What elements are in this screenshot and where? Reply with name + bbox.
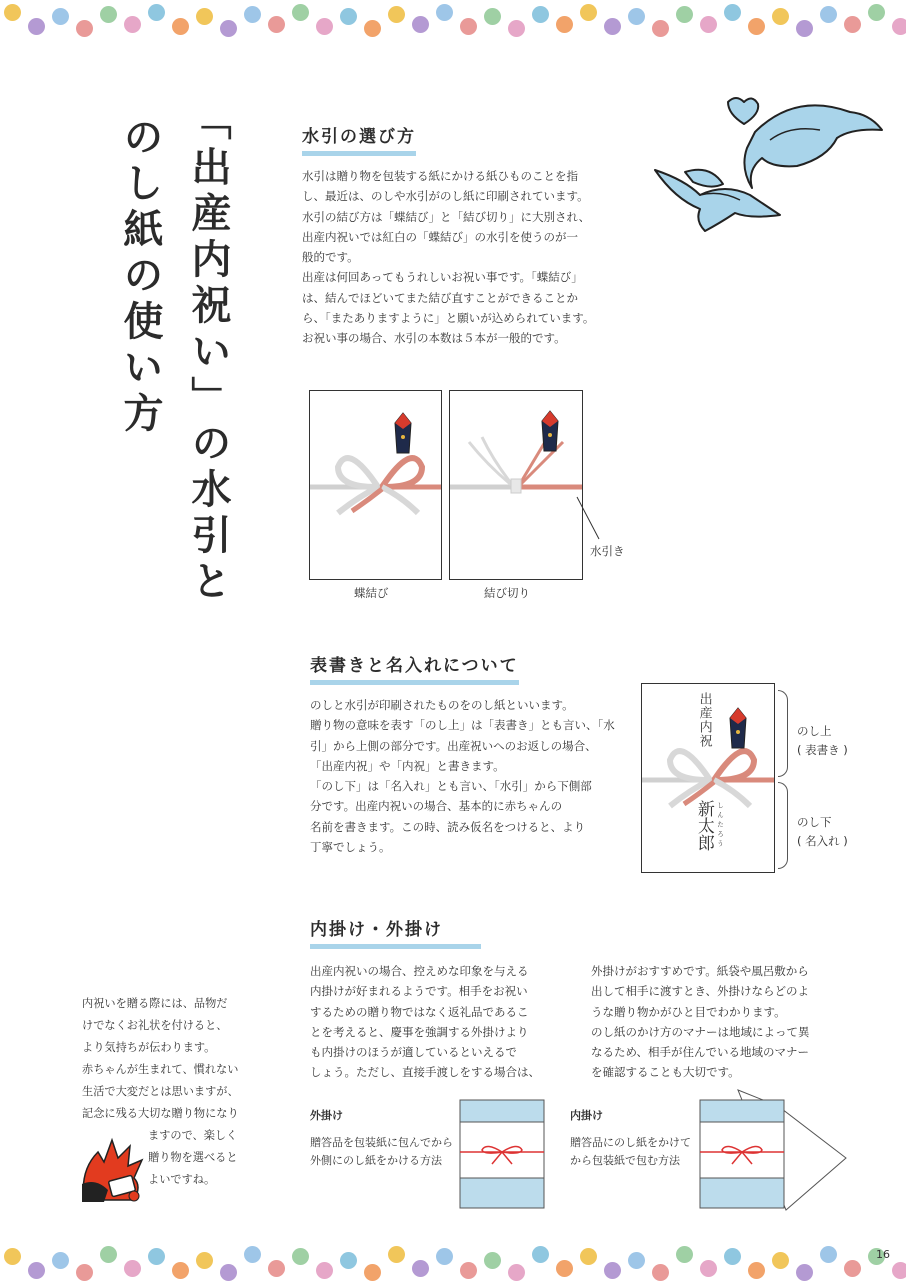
noshi-upper-label: のし上 <box>797 724 832 738</box>
paragraph-line: しょう。ただし、直接手渡しをする場合は、 <box>310 1065 540 1080</box>
paragraph-line: 出産内祝いの場合、控えめな印象を与える <box>310 964 529 978</box>
decorative-dot <box>892 1262 906 1279</box>
note-line: 生活で大変だとは思いますが、 <box>82 1085 239 1098</box>
heading-underline <box>310 944 481 949</box>
decorative-dot <box>484 8 501 25</box>
decorative-dot <box>556 16 573 33</box>
decorative-dot <box>820 6 837 23</box>
paragraph-line: 「のし下」は「名入れ」とも言い、「水引」から下側部 <box>310 779 592 794</box>
decorative-dot <box>748 18 765 35</box>
musubikiri-figure <box>449 390 583 580</box>
decorative-dot <box>676 1246 693 1263</box>
paragraph-line: うな贈り物かがひと目でわかります。 <box>591 1004 786 1019</box>
note-line: 赤ちゃんが生まれて、慣れない <box>82 1063 239 1076</box>
musubikiri-caption: 結び切り <box>484 586 530 600</box>
paragraph-line: 名前を書きます。この時、読み仮名をつけると、より <box>310 819 586 834</box>
noshi-upper-sub: ( 表書き ) <box>797 743 848 757</box>
decorative-dot <box>508 1264 525 1281</box>
note-line: けでなくお礼状を付けると、 <box>82 1019 228 1032</box>
paragraph-line: ら、「またありますように」と願いが込められています。 <box>302 311 595 326</box>
section-heading-text: 水引の選び方 <box>302 127 416 147</box>
noshi-furigana: しんたろう <box>716 802 724 850</box>
paragraph-line: も内掛けのほうが適しているといえるで <box>310 1045 517 1060</box>
paragraph-line: のし紙のかけ方のマナーは地域によって異 <box>591 1024 810 1039</box>
decorative-dot <box>4 1248 21 1265</box>
decorative-dot <box>724 1248 741 1265</box>
decorative-dot <box>28 18 45 35</box>
decorative-dot <box>772 8 789 25</box>
note-line: よいですね。 <box>148 1173 216 1186</box>
decorative-dot <box>436 1248 453 1265</box>
decorative-dot <box>868 4 885 21</box>
paragraph-line: 分です。出産内祝いの場合、基本的に赤ちゃんの <box>310 799 563 814</box>
note-line: 内祝いを贈る際には、品物だ <box>82 997 228 1010</box>
paragraph-line: 出産内祝いでは紅白の「蝶結び」の水引を使うのが一 <box>302 229 578 244</box>
sotogake-desc <box>310 1134 453 1170</box>
decorative-dot <box>532 6 549 23</box>
note-line: より気持ちが伝わります。 <box>82 1041 216 1054</box>
section-heading-text: 表書きと名入れについて <box>310 656 519 676</box>
desc-line: 外側にのし紙をかける方法 <box>310 1154 442 1167</box>
paragraph-line: とを考えると、慶事を強調する外掛けより <box>310 1024 529 1039</box>
decorative-dot <box>244 6 261 23</box>
decorative-dot <box>244 1246 261 1263</box>
mizuhiki-label: 水引き <box>590 544 625 558</box>
decorative-dot <box>820 1246 837 1263</box>
section-heading-mizuhiki <box>302 122 416 147</box>
decorative-dot <box>748 1262 765 1279</box>
paragraph-line: は、結んでほどいてまた結び直すことができることか <box>302 290 578 305</box>
decorative-dot <box>412 1260 429 1277</box>
decorative-dot <box>76 1264 93 1281</box>
decorative-dot <box>148 1248 165 1265</box>
decorative-dot <box>724 4 741 21</box>
decorative-dot <box>700 1260 717 1277</box>
decorative-dot <box>220 1264 237 1281</box>
decorative-dot <box>388 6 405 23</box>
decorative-dot <box>892 18 906 35</box>
decorative-dot <box>100 6 117 23</box>
paragraph-line: を確認することも大切です。 <box>591 1065 740 1080</box>
noshi-omotegaki: 出産内祝 <box>696 692 712 748</box>
section-heading-text: 内掛け・外掛け <box>310 920 443 940</box>
noshi-lower-sub: ( 名入れ ) <box>797 834 848 848</box>
decorative-dot <box>580 4 597 21</box>
decorative-dot <box>604 1262 621 1279</box>
uchigake-title: 内掛け <box>570 1109 603 1122</box>
decorative-dot <box>196 1252 213 1269</box>
mizuhiki-pointer-line <box>575 495 615 545</box>
musubikiri-illustration <box>450 391 582 579</box>
decorative-dot <box>556 1260 573 1277</box>
paragraph-line: 内掛けが好まれるようです。相手をお祝い <box>310 984 528 999</box>
decorative-dot <box>796 1264 813 1281</box>
paragraph-line: 贈り物の意味を表す「のし上」は「表書き」とも言い、「水 <box>310 718 615 733</box>
page-title-line1: 「出産内祝い」の水引と <box>185 100 231 606</box>
upper-bracket <box>778 690 788 777</box>
paragraph-line: 水引の結び方は「蝶結び」と「結び切り」に大別され、 <box>302 209 591 224</box>
decorative-dot <box>268 16 285 33</box>
decorative-dot <box>700 16 717 33</box>
decorative-dot <box>124 16 141 33</box>
paragraph-line: 外掛けがおすすめです。紙袋や風呂敷から <box>591 964 809 978</box>
chomusubi-illustration <box>310 391 441 579</box>
page-title-line2: のし紙の使い方 <box>117 116 163 438</box>
decorative-dot <box>796 20 813 37</box>
side-note-tail <box>148 1125 268 1191</box>
section-heading-kakekata <box>310 915 443 940</box>
heading-underline <box>302 151 416 156</box>
section3-col2 <box>591 961 853 1083</box>
doves-illustration <box>645 92 895 237</box>
decorative-dot <box>412 16 429 33</box>
desc-line: 贈答品を包装紙に包んでから <box>310 1136 453 1149</box>
side-note <box>82 993 262 1125</box>
noshi-lower-label: のし下 <box>797 815 832 829</box>
decorative-dot <box>76 20 93 37</box>
paragraph-line: し、最近は、のしや水引がのし紙に印刷されています。 <box>302 189 589 204</box>
noshi-sample <box>641 683 775 873</box>
desc-line: から包装紙で包む方法 <box>570 1154 680 1167</box>
decorative-dot <box>100 1246 117 1263</box>
note-line: 贈り物を選べると <box>148 1151 238 1164</box>
decorative-dot <box>172 1262 189 1279</box>
paragraph-line: のしと水引が印刷されたものをのし紙といいます。 <box>310 698 574 712</box>
decorative-dot <box>532 1246 549 1263</box>
sotogake-illustration <box>458 1098 548 1213</box>
desc-line: 贈答品にのし紙をかけて <box>570 1136 691 1149</box>
decorative-dot <box>316 18 333 35</box>
chomusubi-caption: 蝶結び <box>354 586 389 600</box>
decorative-dot <box>124 1260 141 1277</box>
paragraph-line: 引」から上側の部分です。出産祝いへのお返しの場合、 <box>310 738 597 753</box>
decorative-dot <box>604 18 621 35</box>
page-number: 16 <box>876 1248 890 1261</box>
decorative-dot <box>508 20 525 37</box>
paragraph-line: するための贈り物ではなく返礼品であるこ <box>310 1004 529 1019</box>
chomusubi-figure <box>309 390 442 580</box>
decorative-dot <box>292 1248 309 1265</box>
paragraph-line: 出産は何回あってもうれしいお祝い事です。「蝶結び」 <box>302 270 583 285</box>
paragraph-line: 水引は贈り物を包装する紙にかける紙ひものことを指 <box>302 169 578 183</box>
decorative-dot <box>652 20 669 37</box>
decorative-dot <box>268 1260 285 1277</box>
decorative-dot <box>28 1262 45 1279</box>
decorative-dot <box>292 4 309 21</box>
decorative-dot <box>676 6 693 23</box>
noshi-name: 新太郎 <box>693 800 714 851</box>
decorative-dot <box>460 18 477 35</box>
paragraph-line: 「出産内祝」や「内祝」と書きます。 <box>310 758 505 773</box>
decorative-dot <box>436 4 453 21</box>
decorative-dot <box>580 1248 597 1265</box>
note-line: 記念に残る大切な贈り物になり <box>82 1107 239 1120</box>
uchigake-desc <box>570 1134 691 1170</box>
paragraph-line: お祝い事の場合、水引の本数は５本が一般的です。 <box>302 331 566 346</box>
decorative-dot <box>52 1252 69 1269</box>
lower-bracket <box>778 782 788 869</box>
decorative-dot <box>628 1252 645 1269</box>
top-dot-border <box>0 2 906 42</box>
section1-paragraph <box>302 166 622 349</box>
uchigake-illustration <box>698 1088 850 1213</box>
decorative-dot <box>652 1264 669 1281</box>
decorative-dot <box>220 20 237 37</box>
decorative-dot <box>484 1252 501 1269</box>
decorative-dot <box>364 20 381 37</box>
decorative-dot <box>628 8 645 25</box>
sotogake-title: 外掛け <box>310 1109 343 1122</box>
decorative-dot <box>316 1262 333 1279</box>
note-line: ますので、楽しく <box>148 1129 238 1142</box>
bottom-dot-border <box>0 1244 906 1284</box>
paragraph-line: 丁寧でしょう。 <box>310 840 391 855</box>
section2-paragraph <box>310 695 620 857</box>
decorative-dot <box>340 8 357 25</box>
stork-mascot-illustration <box>76 1130 148 1205</box>
section3-col1 <box>310 961 572 1083</box>
decorative-dot <box>172 18 189 35</box>
decorative-dot <box>388 1246 405 1263</box>
heading-underline <box>310 680 519 685</box>
paragraph-line: 般的です。 <box>302 250 359 265</box>
decorative-dot <box>844 1260 861 1277</box>
decorative-dot <box>196 8 213 25</box>
paragraph-line: 出して相手に渡すとき、外掛けならどのよ <box>591 984 810 999</box>
decorative-dot <box>364 1264 381 1281</box>
section-heading-omotegaki <box>310 651 519 676</box>
decorative-dot <box>460 1262 477 1279</box>
decorative-dot <box>52 8 69 25</box>
decorative-dot <box>148 4 165 21</box>
decorative-dot <box>340 1252 357 1269</box>
decorative-dot <box>772 1252 789 1269</box>
decorative-dot <box>4 4 21 21</box>
paragraph-line: なるため、相手が住んでいる地域のマナー <box>591 1045 810 1060</box>
decorative-dot <box>844 16 861 33</box>
